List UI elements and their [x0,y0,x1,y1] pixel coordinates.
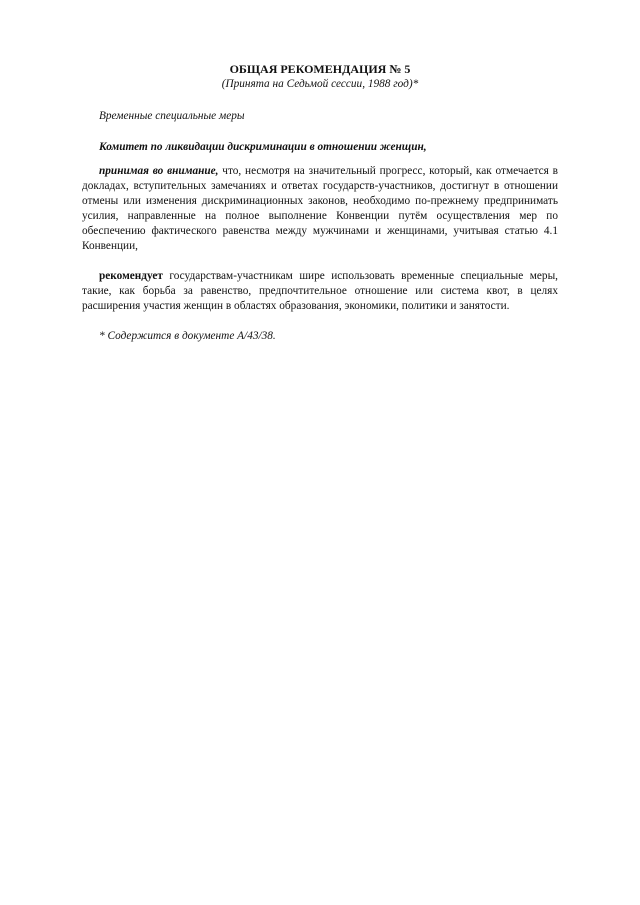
paragraph-taking-into-account [82,164,558,254]
paragraph-text: государствам-участникам шире использовать временные специальные меры, такие, как борьба за равенство, предпочтительное отношение или система квот, в целях расширения участия женщин в областях образования, экономики, политики и занятости. [82,270,558,312]
paragraph-recommends [82,269,558,314]
paragraph-lead: рекомендует [99,270,163,282]
paragraph-lead: принимая во внимание, [99,165,219,177]
document-subtitle: (Принята на Седьмой сессии, 1988 год)* [221,78,419,90]
topic-heading: Временные специальные меры [99,110,245,122]
paragraph-text: что, несмотря на значительный прогресс, который, как отмечается в докладах, вступительных замечаниях и ответах государств-участников, достигнут в отношении отмены или изменения дискриминационных законов, необходимо по-прежнему предпринимать усилия, направленные на полное выполнение Конвенции путём осуществления мер по обеспечению фактического равенства между мужчинами и женщинами, учитывая статью 4.1 Конвенции, [82,165,558,252]
committee-name: Комитет по ликвидации дискриминации в отношении женщин, [99,141,427,153]
document-page [82,62,558,344]
document-title: ОБЩАЯ РЕКОМЕНДАЦИЯ № 5 [229,62,411,76]
footnote: * Содержится в документе A/43/38. [99,330,276,342]
